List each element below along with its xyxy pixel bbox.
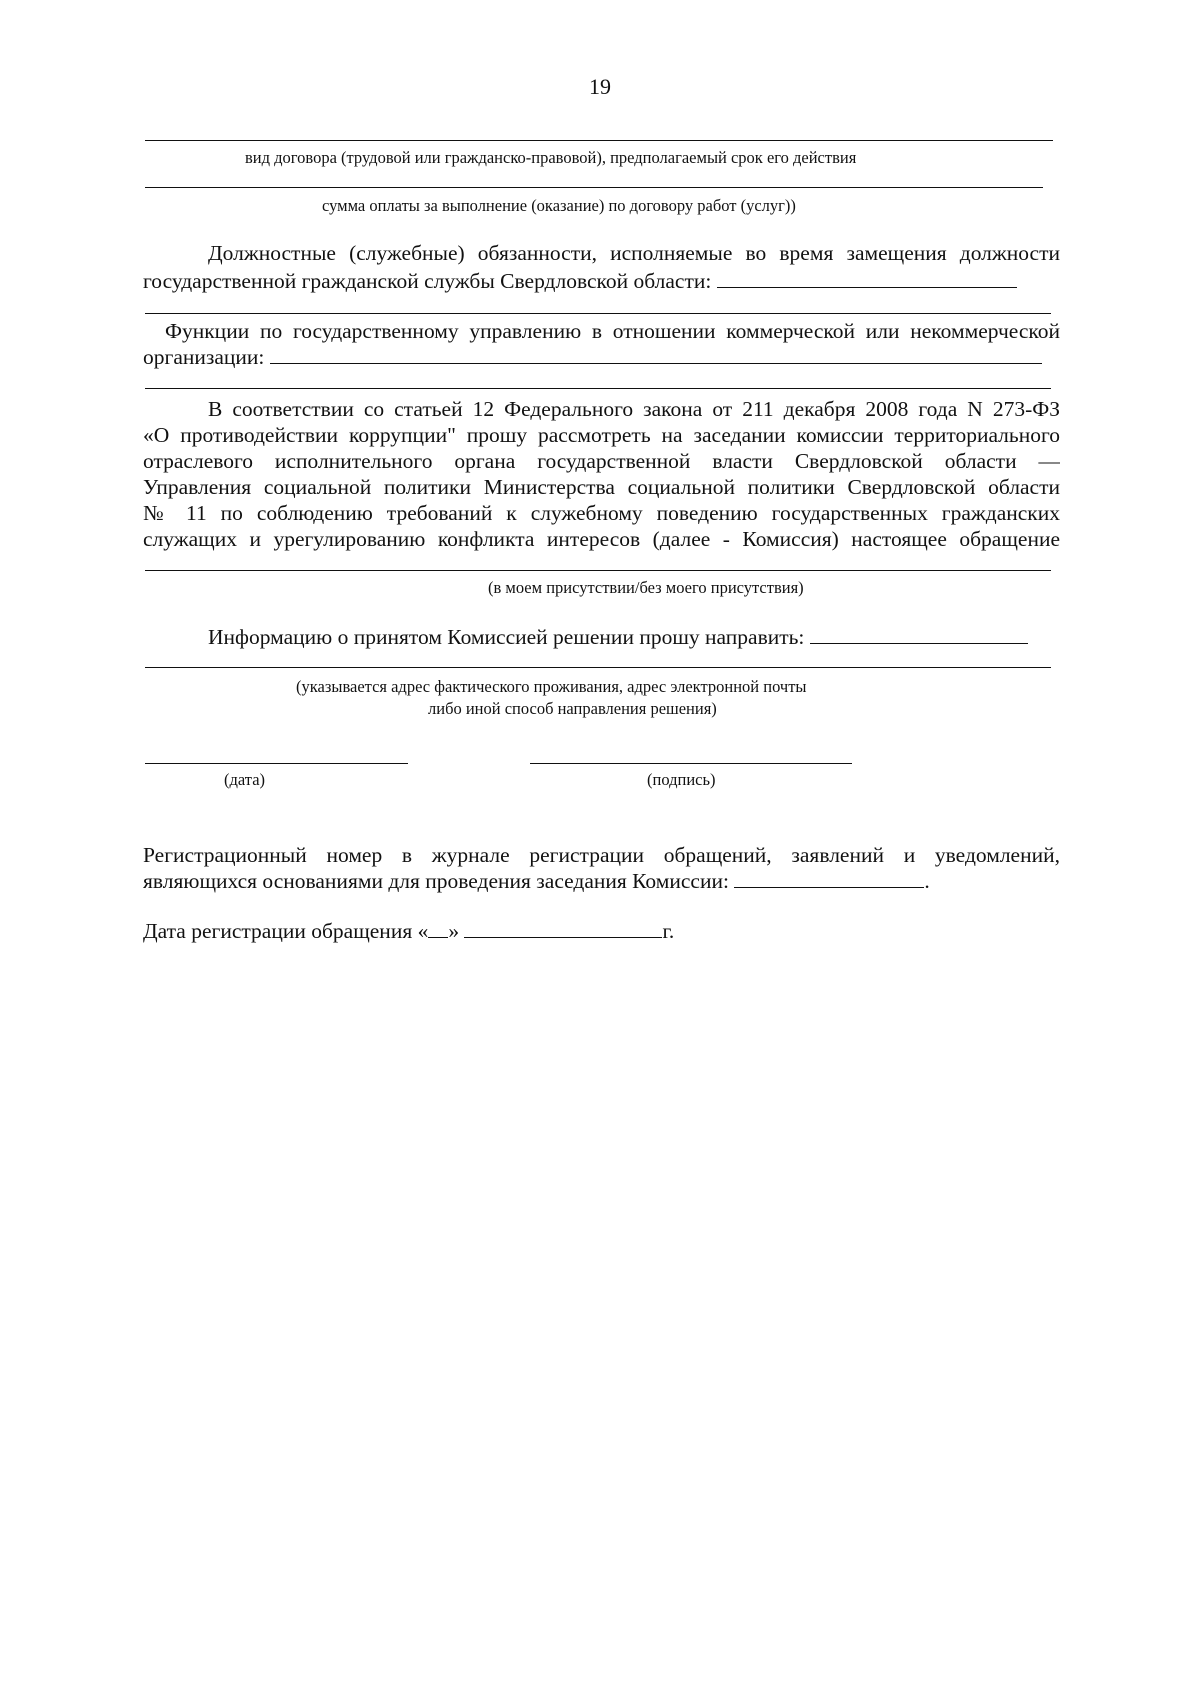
registration-line-1: Регистрационный номер в журнале регистрации обращений, заявлений и уведомлений,	[143, 843, 1060, 867]
contract-type-line	[145, 140, 1053, 141]
decision-caption-1: (указывается адрес фактического проживания, адрес электронной почты	[296, 677, 807, 696]
duties-line-2-text: государственной гражданской службы Свердловской области:	[143, 269, 712, 293]
duties-line-1: Должностные (служебные) обязанности, исполняемые во время замещения должности	[208, 241, 1060, 265]
presence-caption: (в моем присутствии/без моего присутствия)	[488, 578, 804, 597]
registration-month-year-blank	[464, 936, 662, 938]
registration-date-suffix: г.	[662, 919, 675, 943]
payment-line	[145, 187, 1043, 188]
functions-blank	[270, 362, 1042, 364]
registration-date-prefix: Дата регистрации обращения «	[143, 919, 429, 943]
payment-caption: сумма оплаты за выполнение (оказание) по договору работ (услуг))	[322, 196, 796, 215]
registration-date-mid: »	[448, 919, 460, 943]
decision-blank	[810, 642, 1028, 644]
registration-line-2	[143, 868, 930, 894]
decision-text: Информацию о принятом Комиссией решении прошу направить:	[208, 625, 805, 649]
contract-type-caption: вид договора (трудовой или гражданско-правовой), предполагаемый срок его действия	[245, 148, 857, 167]
signature-line	[530, 763, 852, 764]
request-line-6: служащих и урегулированию конфликта интересов (далее - Комиссия) настоящее обращение	[143, 527, 1060, 551]
duties-continuation-line	[145, 313, 1051, 314]
request-line-4: Управления социальной политики Министерства социальной политики Свердловской области	[143, 475, 1060, 499]
registration-line-2-end: .	[924, 869, 930, 893]
date-caption: (дата)	[224, 770, 266, 789]
request-line-5: № 11 по соблюдению требований к служебному поведению государственных гражданских	[143, 501, 1060, 525]
date-line	[145, 763, 408, 764]
decision-line	[208, 624, 1028, 650]
decision-address-line	[145, 667, 1051, 668]
functions-line-2	[143, 344, 1042, 370]
functions-line-1: Функции по государственному управлению в отношении коммерческой или некоммерческой	[165, 319, 1060, 343]
presence-line	[145, 570, 1051, 571]
page-number: 19	[589, 74, 611, 99]
registration-day-blank	[428, 936, 448, 938]
signature-caption: (подпись)	[647, 770, 716, 789]
request-line-2: «О противодействии коррупции" прошу рассмотреть на заседании комиссии территориального	[143, 423, 1060, 447]
duties-blank	[717, 286, 1017, 288]
decision-caption-2: либо иной способ направления решения)	[428, 699, 717, 718]
duties-line-2	[143, 268, 1017, 294]
registration-number-blank	[734, 886, 924, 888]
registration-date-line	[143, 918, 674, 944]
functions-continuation-line	[145, 388, 1051, 389]
request-line-1: В соответствии со статьей 12 Федерального закона от 211 декабря 2008 года N 273-ФЗ	[208, 397, 1060, 421]
request-line-3: отраслевого исполнительного органа государственной власти Свердловской области —	[143, 449, 1060, 473]
functions-line-2-text: организации:	[143, 345, 265, 369]
registration-line-2-text: являющихся основаниями для проведения заседания Комиссии:	[143, 869, 729, 893]
